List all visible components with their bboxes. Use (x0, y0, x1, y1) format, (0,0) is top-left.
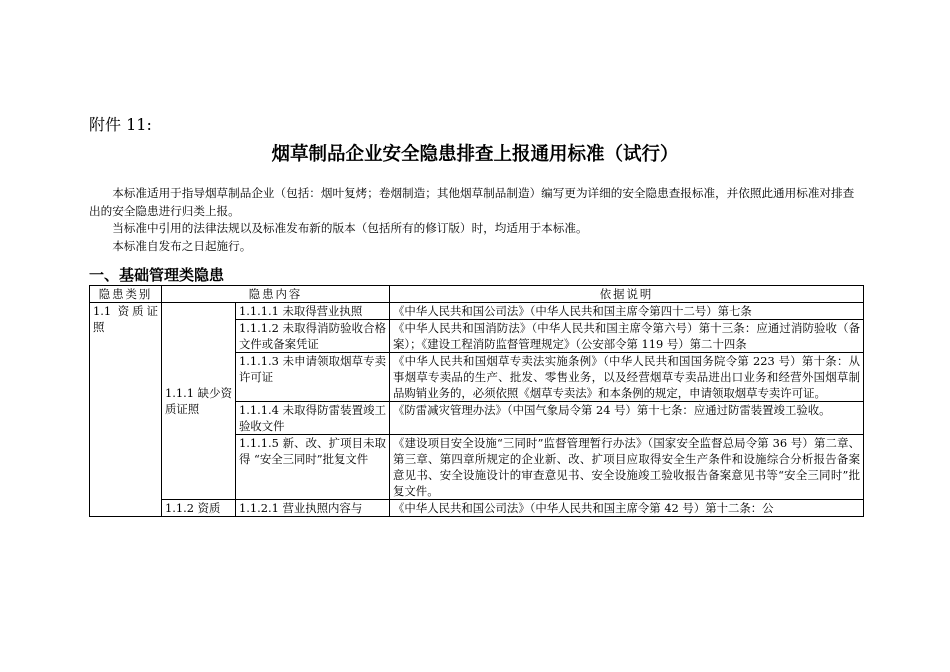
header-basis: 依据说明 (390, 286, 864, 303)
category-cell: 1.1 资质证照 (90, 303, 162, 517)
item-cell: 1.1.1.5 新、改、扩项目未取得 “安全三同时”批复文件 (236, 435, 390, 500)
attachment-label: 附件 11: (89, 115, 152, 134)
section-heading: 一、基础管理类隐患 (89, 266, 225, 284)
intro-paragraph: 当标准中引用的法律法规以及标准发布新的版本（包括所有的修订版）时，均适用于本标准。 (112, 221, 588, 236)
item-cell: 1.1.2.1 营业执照内容与 (236, 500, 390, 517)
basis-cell: 《中华人民共和国烟草专卖法实施条例》（中华人民共和国国务院令第 223 号）第十条：从事烟草专卖品的生产、批发、零售业务，以及经营烟草专卖品进出口业务和经营外国烟草制品购销业务的，必须依照《烟草专卖法》和本条例的规定，申请领取烟草专卖许可证。 (390, 353, 864, 402)
document-title: 烟草制品企业安全隐患排查上报通用标准（试行） (271, 144, 679, 165)
item-cell: 1.1.1.2 未取得消防验收合格文件或备案凭证 (236, 320, 390, 353)
table-viewport (89, 285, 869, 568)
intro-paragraph: 本标准自发布之日起施行。 (112, 238, 252, 253)
subcategory-cell: 1.1.1 缺少资质证照 (162, 303, 236, 500)
hazard-table (89, 285, 864, 517)
item-cell: 1.1.1.4 未取得防雷装置竣工验收文件 (236, 402, 390, 435)
intro-text (89, 185, 861, 255)
item-cell: 1.1.1.3 未申请领取烟草专卖许可证 (236, 353, 390, 402)
header-content: 隐患内容 (162, 286, 390, 303)
item-cell: 1.1.1.1 未取得营业执照 (236, 303, 390, 320)
table-row (90, 303, 864, 320)
basis-cell: 《中华人民共和国公司法》（中华人民共和国主席令第 42 号）第十二条：公 (390, 500, 864, 517)
intro-paragraph: 本标准适用于指导烟草制品企业（包括：烟叶复烤；卷烟制造；其他烟草制品制造）编写更为详细的安全隐患查报标准，并依照此通用标准对排查出的安全隐患进行归类上报。 (89, 186, 855, 218)
basis-cell: 《建设项目安全设施“三同时”监督管理暂行办法》（国家安全监督总局令第 36 号）第二章、第三章、第四章所规定的企业新、改、扩项目应取得安全生产条件和设施综合分析报告备案意见书、安全设施设计的审查意见书、安全设施竣工验收报告备案意见书等“安全三同时”批复文件。 (390, 435, 864, 500)
subcategory-cell: 1.1.2 资质 (162, 500, 236, 517)
table-row (90, 500, 864, 517)
basis-cell: 《中华人民共和国公司法》（中华人民共和国主席令第四十二号）第七条 (390, 303, 864, 320)
header-category: 隐患类别 (90, 286, 162, 303)
basis-cell: 《中华人民共和国消防法》（中华人民共和国主席令第六号）第十三条：应通过消防验收（备案）；《建设工程消防监督管理规定》（公安部令第 119 号）第二十四条 (390, 320, 864, 353)
basis-cell: 《防雷减灾管理办法》（中国气象局令第 24 号）第十七条：应通过防雷装置竣工验收。 (390, 402, 864, 435)
table-header-row (90, 286, 864, 303)
